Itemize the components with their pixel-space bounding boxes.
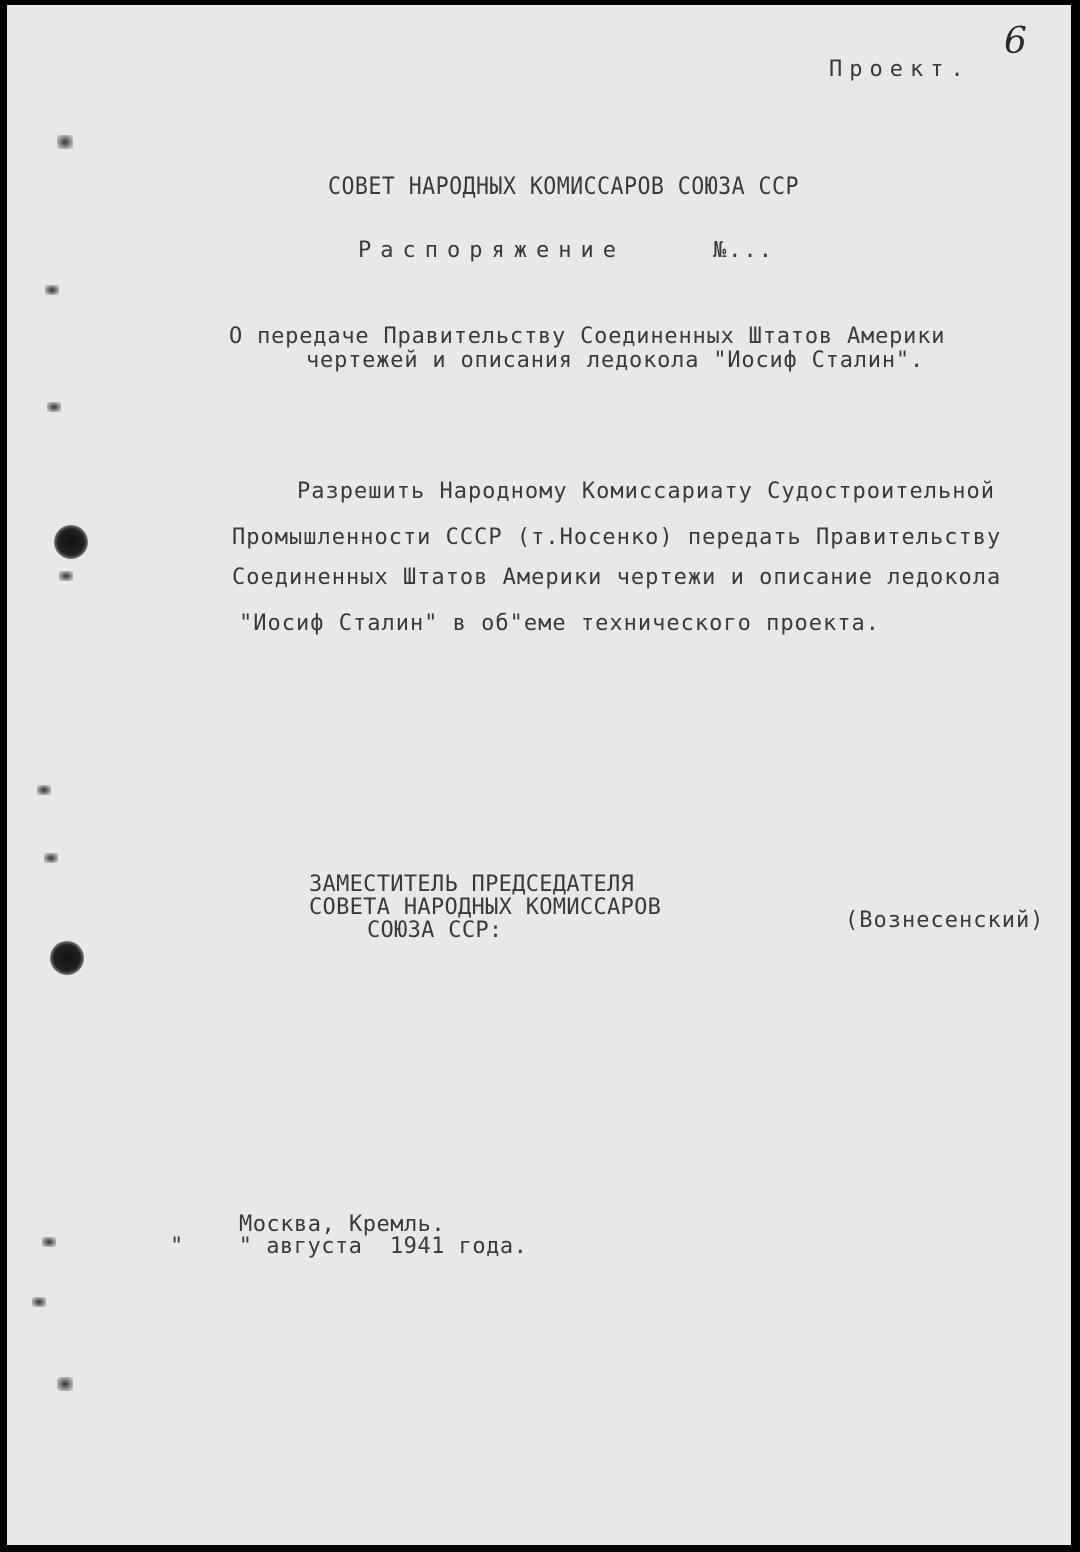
binder-hole bbox=[54, 525, 88, 559]
margin-mark bbox=[44, 853, 58, 863]
binder-hole bbox=[50, 941, 84, 975]
margin-mark bbox=[57, 1377, 73, 1391]
margin-mark bbox=[32, 1297, 46, 1307]
subject-line: О передаче Правительству Соединенных Штатов Америки bbox=[229, 324, 946, 349]
signature-title-line: ЗАМЕСТИТЕЛЬ ПРЕДСЕДАТЕЛЯ bbox=[309, 872, 635, 897]
subject-line: чертежей и описания ледокола "Иосиф Сталин". bbox=[306, 348, 924, 373]
body-line: Разрешить Народному Комиссариату Судостроительной bbox=[297, 479, 996, 504]
margin-mark bbox=[42, 1237, 56, 1247]
place-line: Москва, Кремль. bbox=[239, 1212, 446, 1237]
signer-name: (Вознесенский) bbox=[845, 908, 1045, 933]
margin-mark bbox=[47, 402, 61, 412]
council-title: СОВЕТ НАРОДНЫХ КОМИССАРОВ СОЮЗА ССР bbox=[328, 172, 799, 200]
margin-mark bbox=[37, 785, 51, 795]
order-number: №... bbox=[713, 238, 774, 263]
signature-title-line: СОВЕТА НАРОДНЫХ КОМИССАРОВ bbox=[309, 895, 662, 920]
document-page bbox=[7, 5, 1071, 1545]
date-line: " " августа 1941 года. bbox=[170, 1234, 528, 1259]
draft-label: Проект. bbox=[829, 57, 971, 82]
margin-mark bbox=[57, 135, 73, 149]
body-line: Промышленности СССР (т.Носенко) передать Правительству bbox=[232, 525, 1002, 550]
body-line: Соединенных Штатов Америки чертежи и описание ледокола bbox=[232, 565, 1002, 590]
page-number: 6 bbox=[1004, 21, 1027, 62]
margin-mark bbox=[59, 571, 73, 581]
signature-title-line: СОЮЗА ССР: bbox=[367, 918, 503, 943]
body-line: "Иосиф Сталин" в об"еме технического проекта. bbox=[239, 611, 881, 636]
margin-mark bbox=[45, 285, 59, 295]
order-heading: Распоряжение bbox=[358, 238, 625, 263]
